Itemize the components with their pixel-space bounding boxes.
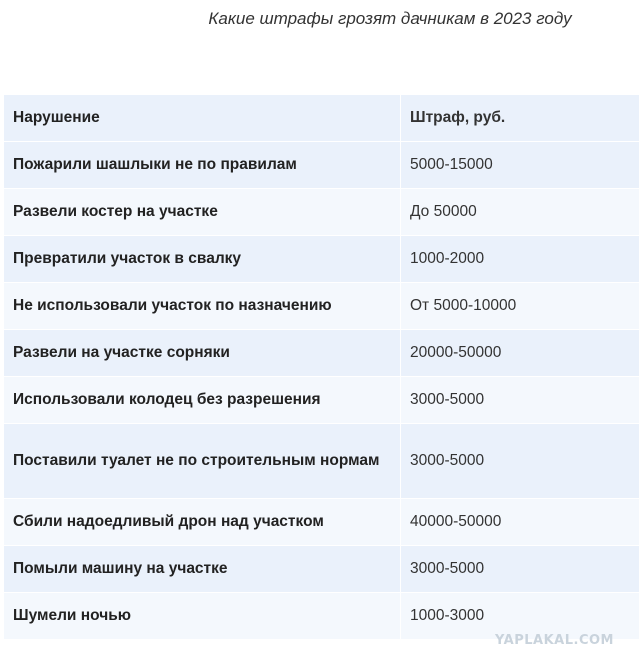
header-fine: Штраф, руб. xyxy=(401,95,640,142)
violation-cell: Сбили надоедливый дрон над участком xyxy=(4,499,401,546)
table-row xyxy=(4,377,640,424)
fine-cell: 3000-5000 xyxy=(401,546,640,593)
violation-cell: Развели на участке сорняки xyxy=(4,330,401,377)
fine-cell: 3000-5000 xyxy=(401,377,640,424)
table-row xyxy=(4,283,640,330)
violation-cell: Не использовали участок по назначению xyxy=(4,283,401,330)
table-row xyxy=(4,330,640,377)
violation-cell: Помыли машину на участке xyxy=(4,546,401,593)
table-row xyxy=(4,236,640,283)
violation-cell: Пожарили шашлыки не по правилам xyxy=(4,142,401,189)
table-row xyxy=(4,142,640,189)
fine-cell: 5000-15000 xyxy=(401,142,640,189)
table-caption: Какие штрафы грозят дачникам в 2023 году xyxy=(208,9,572,28)
violation-cell: Шумели ночью xyxy=(4,593,401,640)
violation-cell: Использовали колодец без разрешения xyxy=(4,377,401,424)
table-row xyxy=(4,424,640,499)
fines-table xyxy=(4,95,640,640)
header-violation: Нарушение xyxy=(4,95,401,142)
table-row xyxy=(4,189,640,236)
table-header-row xyxy=(4,95,640,142)
fine-cell: 3000-5000 xyxy=(401,424,640,499)
violation-cell: Превратили участок в свалку xyxy=(4,236,401,283)
fine-cell: От 5000-10000 xyxy=(401,283,640,330)
fine-cell: 1000-3000 xyxy=(401,593,640,640)
fine-cell: 20000-50000 xyxy=(401,330,640,377)
table-row xyxy=(4,499,640,546)
fine-cell: 40000-50000 xyxy=(401,499,640,546)
watermark-logo: YAPLAKAL.COM xyxy=(495,633,614,648)
fine-cell: 1000-2000 xyxy=(401,236,640,283)
violation-cell: Поставили туалет не по строительным нормам xyxy=(4,424,401,499)
table-row xyxy=(4,546,640,593)
violation-cell: Развели костер на участке xyxy=(4,189,401,236)
fine-cell: До 50000 xyxy=(401,189,640,236)
